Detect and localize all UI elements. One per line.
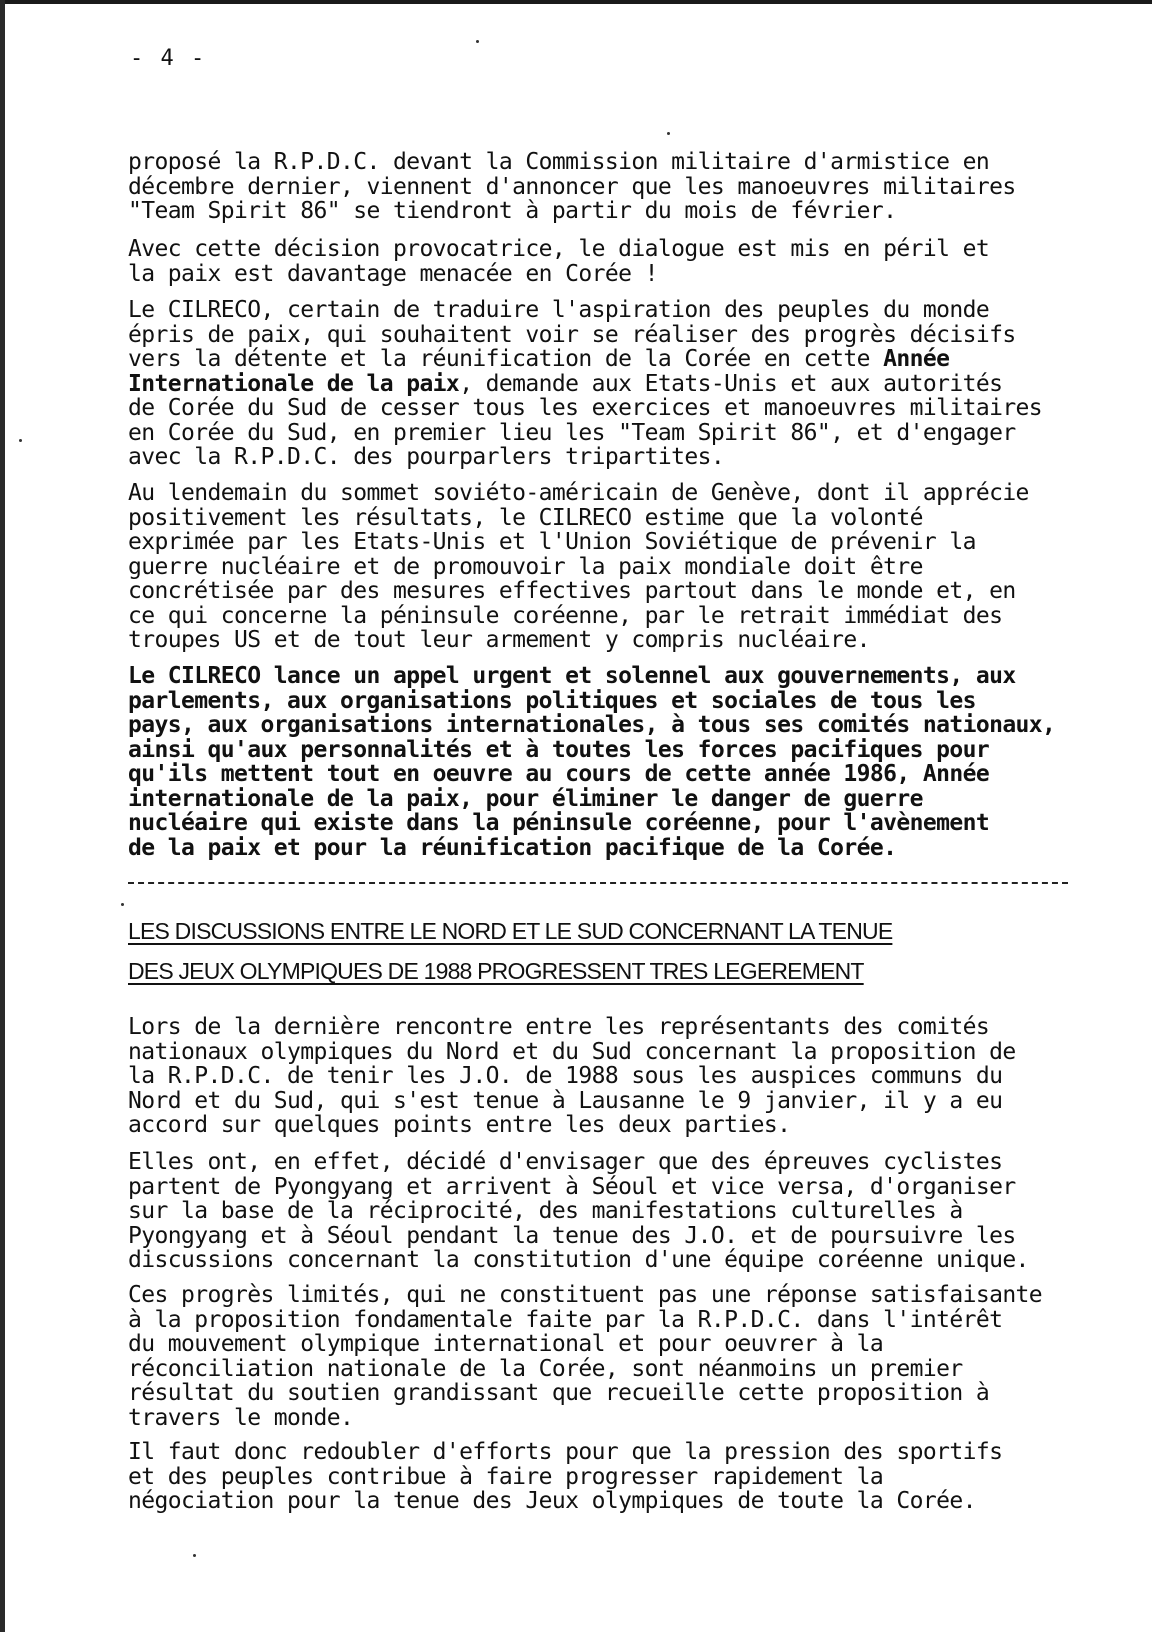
demand-text-end: , demande aux Etats-Unis et aux autorités de Corée du Sud de cesser tous les exercices et manoeuvres militaires en Corée du Sud, en premier lieu les "Team Spirit 86", et d'engager avec la R.P.D.C. des pourparlers tripartites. [128,370,1043,470]
section-heading-line-1: LES DISCUSSIONS ENTRE LE NORD ET LE SUD CONCERNANT LA TENUE [128,918,893,944]
paragraph-limited-progress: Ces progrès limités, qui ne constituent pas une réponse satisfaisante à la proposition fondamentale faite par la R.P.D.C. dans l'intérêt du mouvement olympique international et pour oeuvrer à la réconciliation nationale de la Corée, sont néanmoins un premier résultat du soutien grandissant que recueille cette proposition à travers le monde. [128,1282,1043,1431]
scan-speck [667,132,670,135]
section-heading-line-2: DES JEUX OLYMPIQUES DE 1988 PROGRESSENT TRES LEGEREMENT [128,958,864,984]
scan-speck [476,40,479,43]
paragraph-cilreco-demand [128,298,1118,470]
scan-speck [19,439,22,442]
paragraph-geneva-summit: Au lendemain du sommet soviéto-américain de Genève, dont il apprécie positivement les résultats, le CILRECO estime que la volonté exprimée par les Etats-Unis et l'Union Soviétique de prévenir la guerre nucléaire et de promouvoir la paix mondiale doit être concrétisée par des mesures effectives partout dans le monde et, en ce qui concerne la péninsule coréenne, par le retrait immédiat des troupes US et de tout leur armement y compris nucléaire. [128,480,1029,653]
paragraph-provocative-decision: Avec cette décision provocatrice, le dialogue est mis en péril et la paix est davantage menacée en Corée ! [128,236,990,287]
section-divider [128,882,1068,884]
scan-speck [121,903,124,906]
paragraph-redouble-efforts: Il faut donc redoubler d'efforts pour que la pression des sportifs et des peuples contribue à faire progresser rapidement la négociation pour la tenue des Jeux olympiques de toute la Corée. [128,1439,1003,1514]
paragraph-urgent-appeal: Le CILRECO lance un appel urgent et solennel aux gouvernements, aux parlements, aux organisations politiques et sociales de tous les pays, aux organisations internationales, à tous ses comités nationaux, ainsi qu'aux personnalités et à toutes les forces pacifiques pour qu'ils mettent tout en oeuvre au cours de cette année 1986, Année internationale de la paix, pour éliminer le danger de guerre nucléaire qui existe dans la péninsule coréenne, pour l'avènement de la paix et pour la réunification pacifique de la Corée. [128,663,1056,861]
international-peace-year-emphasis: Année Internationale de la paix [128,346,950,397]
paragraph-agreements: Elles ont, en effet, décidé d'envisager que des épreuves cyclistes partent de Pyongyang et arrivent à Séoul et vice versa, d'organiser sur la base de la réciprocité, des manifestations culturelles à Pyongyang et à Séoul pendant la tenue des J.O. et de poursuivre les discussions concernant la constitution d'une équipe coréenne unique. [128,1149,1029,1273]
scan-edge-top [0,0,1152,4]
paragraph-lausanne-meeting: Lors de la dernière rencontre entre les représentants des comités nationaux olympiques du Nord et du Sud concernant la proposition de la R.P.D.C. de tenir les J.O. de 1988 sous les auspices communs du Nord et du Sud, qui s'est tenue à Lausanne le 9 janvier, il y a eu accord sur quelques points entre les deux parties. [128,1014,1016,1138]
page-number: - 4 - [130,46,207,71]
scan-edge-left [0,0,5,1632]
paragraph-team-spirit-announcement: proposé la R.P.D.C. devant la Commission militaire d'armistice en décembre dernier, viennent d'annoncer que les manoeuvres militaires "Team Spirit 86" se tiendront à partir du mois de février. [128,149,1016,224]
scan-speck [193,1554,196,1557]
demand-text-start: Le CILRECO, certain de traduire l'aspiration des peuples du monde épris de paix, qui souhaitent voir se réaliser des progrès décisifs vers la détente et la réunification de la Corée en cette [128,297,1016,372]
